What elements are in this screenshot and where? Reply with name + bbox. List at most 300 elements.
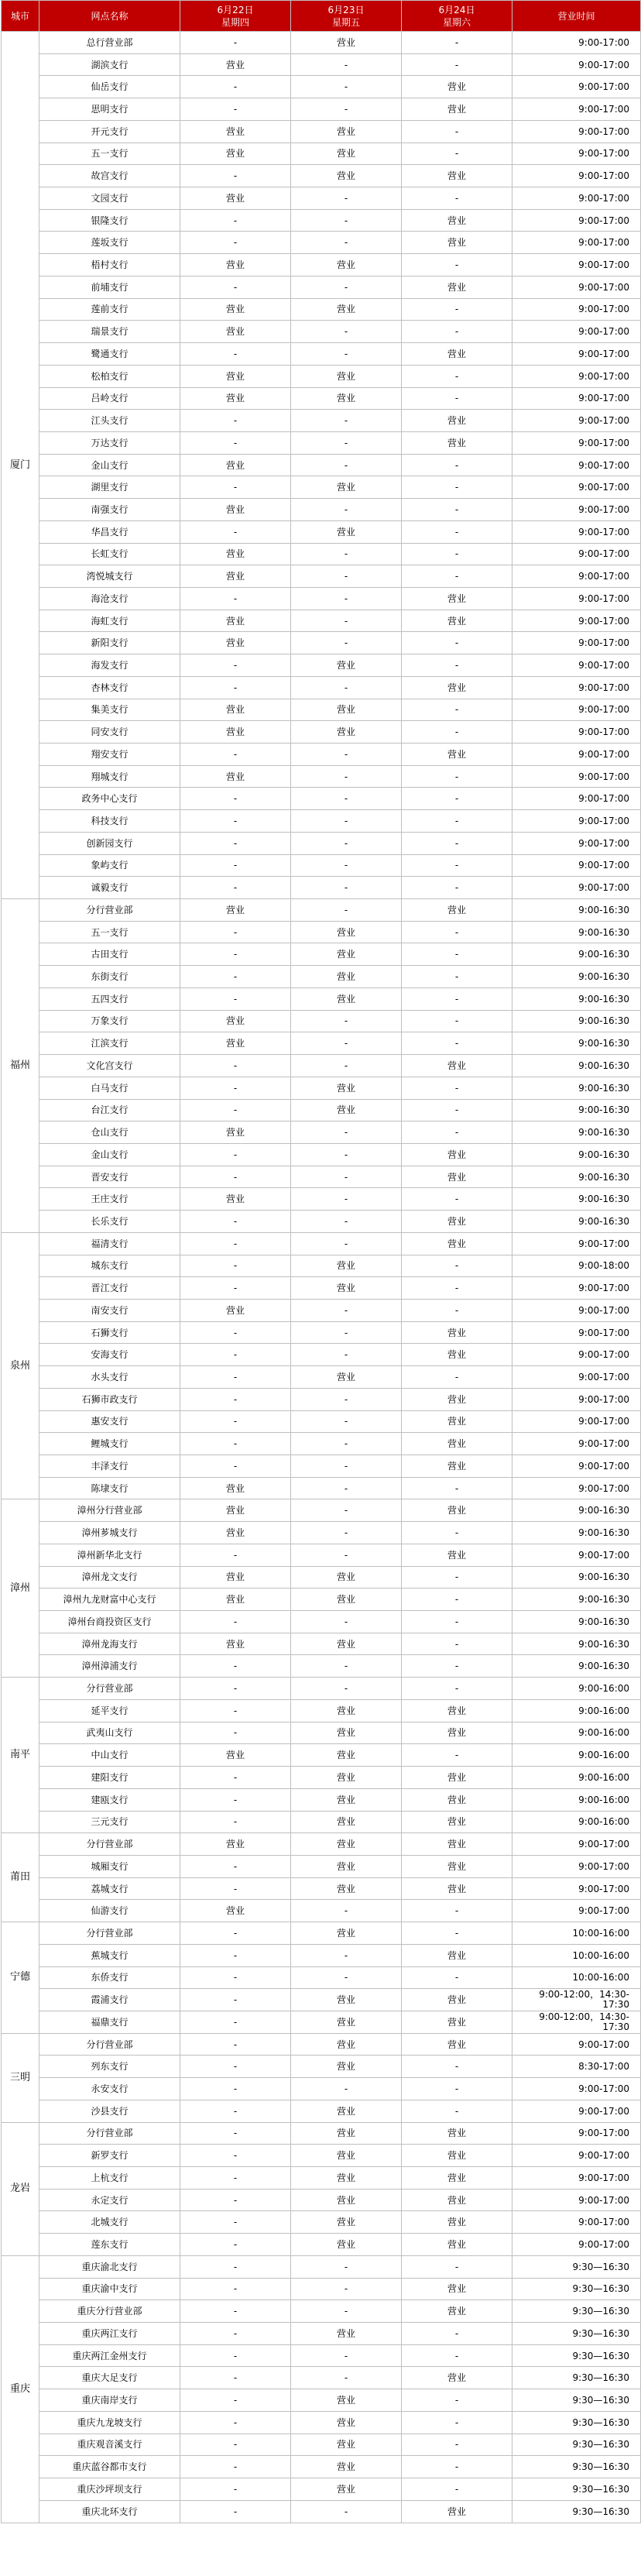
table-row: [2, 232, 641, 254]
branch-name-cell: 文园支行: [39, 187, 180, 210]
day2-status-cell: -: [291, 1188, 402, 1211]
table-row: [2, 1566, 641, 1589]
day2-status-cell: 营业: [291, 1855, 402, 1877]
branch-name-cell: 杏林支行: [39, 676, 180, 699]
day1-status-cell: -: [180, 744, 291, 766]
day3-status-cell: -: [402, 1366, 512, 1389]
day2-status-cell: -: [291, 832, 402, 854]
day1-status-cell: -: [180, 1944, 291, 1966]
day1-status-cell: 营业: [180, 1522, 291, 1544]
day2-status-cell: -: [291, 1433, 402, 1455]
table-row: [2, 32, 641, 54]
day2-status-cell: -: [291, 499, 402, 521]
branch-name-cell: 仙岳支行: [39, 76, 180, 98]
day3-status-cell: -: [402, 321, 512, 343]
hours-cell: 9:00-16:30: [512, 1032, 641, 1055]
hours-cell: 9:00-17:00: [512, 32, 641, 54]
branch-name-cell: 重庆南岸支行: [39, 2389, 180, 2412]
table-row: [2, 2189, 641, 2211]
day3-status-cell: -: [402, 1077, 512, 1099]
hours-cell: 9:00-17:00: [512, 1544, 641, 1566]
hours-cell: 9:00-16:30: [512, 943, 641, 966]
day1-status-cell: -: [180, 810, 291, 833]
table-row: [2, 1121, 641, 1144]
day3-status-cell: -: [402, 632, 512, 654]
table-row: [2, 2323, 641, 2345]
table-row: [2, 1633, 641, 1655]
day1-status-cell: -: [180, 2122, 291, 2145]
day2-status-cell: -: [291, 565, 402, 588]
table-row: [2, 2456, 641, 2478]
hours-cell: 9:00-17:00: [512, 788, 641, 810]
day1-status-cell: 营业: [180, 387, 291, 410]
hours-cell: 9:00-16:30: [512, 1655, 641, 1678]
day1-status-cell: 营业: [180, 454, 291, 476]
day3-status-cell: -: [402, 365, 512, 387]
day2-status-cell: 营业: [291, 1788, 402, 1811]
day3-status-cell: 营业: [402, 676, 512, 699]
branch-name-cell: 列东支行: [39, 2056, 180, 2078]
branch-name-cell: 梧村支行: [39, 254, 180, 276]
table-row: [2, 2389, 641, 2412]
day3-status-cell: 营业: [402, 1722, 512, 1744]
day3-status-cell: 营业: [402, 2234, 512, 2256]
hours-cell: 9:00-17:00: [512, 276, 641, 298]
day2-status-cell: 营业: [291, 2122, 402, 2145]
hours-cell: 9:00-17:00: [512, 187, 641, 210]
day1-status-cell: 营业: [180, 721, 291, 744]
day1-status-cell: -: [180, 1255, 291, 1277]
branch-name-cell: 新阳支行: [39, 632, 180, 654]
header-day1: [180, 1, 291, 32]
table-row: [2, 365, 641, 387]
branch-name-cell: 古田支行: [39, 943, 180, 966]
table-row: [2, 987, 641, 1010]
hours-cell: 9:00-18:00: [512, 1255, 641, 1277]
hours-cell: 9:00-17:00: [512, 2145, 641, 2167]
day3-status-cell: -: [402, 543, 512, 565]
hours-cell: 9:30—16:30: [512, 2456, 641, 2478]
day3-status-cell: -: [402, 1678, 512, 1700]
day3-status-cell: -: [402, 1032, 512, 1055]
day3-status-cell: 营业: [402, 1877, 512, 1900]
hours-cell: 9:00-17:00: [512, 98, 641, 121]
day3-status-cell: -: [402, 2389, 512, 2412]
day3-status-cell: -: [402, 2323, 512, 2345]
day2-status-cell: 营业: [291, 2145, 402, 2167]
branch-name-cell: 上杭支行: [39, 2167, 180, 2190]
day1-status-cell: 营业: [180, 765, 291, 788]
hours-cell: 9:00-16:30: [512, 1499, 641, 1522]
day3-status-cell: -: [402, 2078, 512, 2100]
day3-status-cell: -: [402, 788, 512, 810]
day1-status-cell: -: [180, 431, 291, 454]
hours-cell: 9:00-17:00: [512, 1900, 641, 1922]
day3-status-cell: -: [402, 1589, 512, 1611]
hours-cell: 9:00-17:00: [512, 699, 641, 721]
day2-status-cell: 营业: [291, 1099, 402, 1121]
hours-cell: 9:00-17:00: [512, 543, 641, 565]
branch-name-cell: 福清支行: [39, 1232, 180, 1255]
branch-name-cell: 建瓯支行: [39, 1788, 180, 1811]
table-row: [2, 1255, 641, 1277]
table-body: [2, 32, 641, 2523]
day3-status-cell: 营业: [402, 1788, 512, 1811]
branch-name-cell: 重庆渝北支行: [39, 2255, 180, 2278]
branch-name-cell: 漳州台商投资区支行: [39, 1611, 180, 1633]
day3-status-cell: -: [402, 1299, 512, 1321]
table-row: [2, 1678, 641, 1700]
branch-name-cell: 延平支行: [39, 1699, 180, 1722]
day1-status-cell: -: [180, 2211, 291, 2234]
day1-status-cell: -: [180, 2389, 291, 2412]
branch-name-cell: 五一支行: [39, 921, 180, 943]
day3-status-cell: -: [402, 53, 512, 76]
table-row: [2, 2056, 641, 2078]
day1-status-cell: 营业: [180, 1499, 291, 1522]
day2-status-cell: -: [291, 543, 402, 565]
branch-name-cell: 王庄支行: [39, 1188, 180, 1211]
table-row: [2, 343, 641, 366]
table-row: [2, 476, 641, 499]
day3-status-cell: 营业: [402, 1055, 512, 1077]
day3-status-cell: -: [402, 832, 512, 854]
branch-name-cell: 湖滨支行: [39, 53, 180, 76]
branch-name-cell: 石狮市政支行: [39, 1388, 180, 1410]
header-branch: 网点名称: [39, 1, 180, 32]
branch-name-cell: 晋江支行: [39, 1277, 180, 1300]
day1-status-cell: -: [180, 1433, 291, 1455]
day3-status-cell: -: [402, 1121, 512, 1144]
branch-name-cell: 漳州九龙财富中心支行: [39, 1589, 180, 1611]
branch-name-cell: 万象支行: [39, 1010, 180, 1032]
branch-name-cell: 吕岭支行: [39, 387, 180, 410]
branch-name-cell: 漳州龙文支行: [39, 1566, 180, 1589]
day2-status-cell: 营业: [291, 2189, 402, 2211]
day3-status-cell: -: [402, 2056, 512, 2078]
day3-status-cell: -: [402, 943, 512, 966]
branch-name-cell: 白马支行: [39, 1077, 180, 1099]
header-day3-week: 星期六: [442, 16, 471, 28]
city-cell: 莆田: [2, 1833, 39, 1922]
branch-name-cell: 重庆两江支行: [39, 2323, 180, 2345]
city-cell: 厦门: [2, 32, 39, 899]
day3-status-cell: 营业: [402, 276, 512, 298]
day3-status-cell: 营业: [402, 610, 512, 632]
hours-cell: 9:00-17:00: [512, 343, 641, 366]
day1-status-cell: -: [180, 1922, 291, 1945]
day2-status-cell: -: [291, 53, 402, 76]
day2-status-cell: 营业: [291, 2478, 402, 2501]
table-row: [2, 2011, 641, 2033]
day3-status-cell: 营业: [402, 98, 512, 121]
day2-status-cell: 营业: [291, 2100, 402, 2122]
day3-status-cell: 营业: [402, 232, 512, 254]
city-cell: 南平: [2, 1678, 39, 1833]
day1-status-cell: 营业: [180, 1299, 291, 1321]
day1-status-cell: -: [180, 1277, 291, 1300]
day1-status-cell: 营业: [180, 543, 291, 565]
day3-status-cell: 营业: [402, 1499, 512, 1522]
day3-status-cell: 营业: [402, 209, 512, 232]
hours-cell: 9:00-17:00: [512, 1877, 641, 1900]
hours-cell: 9:00-17:00: [512, 454, 641, 476]
day2-status-cell: 营业: [291, 1811, 402, 1833]
day1-status-cell: 营业: [180, 1121, 291, 1144]
day3-status-cell: -: [402, 1744, 512, 1767]
day3-status-cell: 营业: [402, 343, 512, 366]
table-row: [2, 2211, 641, 2234]
table-row: [2, 654, 641, 677]
branch-name-cell: 重庆观音溪支行: [39, 2433, 180, 2456]
day2-status-cell: -: [291, 2300, 402, 2323]
hours-cell: 9:30—16:30: [512, 2478, 641, 2501]
city-cell: 福州: [2, 899, 39, 1233]
table-row: [2, 1611, 641, 1633]
table-row: [2, 520, 641, 543]
day2-status-cell: -: [291, 1966, 402, 1989]
branch-name-cell: 惠安支行: [39, 1410, 180, 1433]
table-row: [2, 2145, 641, 2167]
branch-name-cell: 翔城支行: [39, 765, 180, 788]
branch-name-cell: 长虹支行: [39, 543, 180, 565]
hours-cell: 9:00-17:00: [512, 209, 641, 232]
day3-status-cell: -: [402, 2478, 512, 2501]
table-row: [2, 744, 641, 766]
branch-name-cell: 北城支行: [39, 2211, 180, 2234]
day1-status-cell: -: [180, 1077, 291, 1099]
hours-cell: 9:00-16:30: [512, 921, 641, 943]
day1-status-cell: -: [180, 1788, 291, 1811]
hours-cell: 9:00-17:00: [512, 721, 641, 744]
hours-cell: 9:00-17:00: [512, 1855, 641, 1877]
day3-status-cell: -: [402, 1922, 512, 1945]
branch-name-cell: 翔安支行: [39, 744, 180, 766]
hours-cell: 9:00-16:00: [512, 1767, 641, 1789]
day3-status-cell: 营业: [402, 1544, 512, 1566]
hours-cell: 9:00-17:00: [512, 476, 641, 499]
hours-cell: 9:00-17:00: [512, 832, 641, 854]
hours-cell: 9:00-17:00: [512, 676, 641, 699]
hours-cell: 9:00-17:00: [512, 520, 641, 543]
hours-cell: 9:00-17:00: [512, 76, 641, 98]
hours-cell: 9:00-16:00: [512, 1788, 641, 1811]
day2-status-cell: -: [291, 810, 402, 833]
day2-status-cell: 营业: [291, 721, 402, 744]
day2-status-cell: 营业: [291, 1744, 402, 1767]
branch-name-cell: 华昌支行: [39, 520, 180, 543]
header-hours: 营业时间: [512, 1, 641, 32]
table-row: [2, 1455, 641, 1478]
day2-status-cell: -: [291, 1499, 402, 1522]
hours-cell: 9:00-17:00: [512, 53, 641, 76]
day1-status-cell: -: [180, 921, 291, 943]
day1-status-cell: 营业: [180, 1900, 291, 1922]
table-row: [2, 1722, 641, 1744]
city-cell: 宁德: [2, 1922, 39, 2034]
day2-status-cell: -: [291, 321, 402, 343]
hours-cell: 9:00-16:30: [512, 1166, 641, 1188]
day3-status-cell: 营业: [402, 1767, 512, 1789]
day2-status-cell: -: [291, 587, 402, 610]
day1-status-cell: -: [180, 2255, 291, 2278]
day1-status-cell: 营业: [180, 1633, 291, 1655]
branch-hours-table: [1, 0, 641, 2523]
table-row: [2, 165, 641, 187]
day1-status-cell: -: [180, 520, 291, 543]
day1-status-cell: -: [180, 1321, 291, 1344]
day2-status-cell: -: [291, 1655, 402, 1678]
day3-status-cell: -: [402, 1566, 512, 1589]
day3-status-cell: -: [402, 1522, 512, 1544]
day3-status-cell: -: [402, 2100, 512, 2122]
table-row: [2, 565, 641, 588]
day1-status-cell: -: [180, 832, 291, 854]
day1-status-cell: -: [180, 2078, 291, 2100]
table-row: [2, 966, 641, 988]
day3-status-cell: 营业: [402, 1321, 512, 1344]
hours-cell: 9:00-16:30: [512, 899, 641, 922]
branch-name-cell: 水头支行: [39, 1366, 180, 1389]
hours-cell: 9:00-17:00: [512, 1477, 641, 1499]
branch-name-cell: 蕉城支行: [39, 1944, 180, 1966]
branch-name-cell: 漳州新华北支行: [39, 1544, 180, 1566]
day2-status-cell: 营业: [291, 1077, 402, 1099]
branch-name-cell: 五一支行: [39, 143, 180, 165]
day1-status-cell: -: [180, 343, 291, 366]
branch-name-cell: 鲤城支行: [39, 1433, 180, 1455]
hours-cell: 9:00-17:00: [512, 2167, 641, 2190]
day3-status-cell: 营业: [402, 1811, 512, 1833]
day1-status-cell: 营业: [180, 1477, 291, 1499]
day1-status-cell: -: [180, 410, 291, 432]
hours-cell: 9:00-16:00: [512, 1722, 641, 1744]
hours-cell: 9:00-17:00: [512, 254, 641, 276]
hours-cell: 9:00-16:30: [512, 1099, 641, 1121]
day1-status-cell: -: [180, 587, 291, 610]
hours-cell: 9:00-17:00: [512, 2033, 641, 2056]
table-row: [2, 699, 641, 721]
day2-status-cell: -: [291, 1166, 402, 1188]
hours-cell: 9:00-17:00: [512, 587, 641, 610]
day3-status-cell: 营业: [402, 1833, 512, 1856]
hours-cell: 9:00-17:00: [512, 877, 641, 899]
header-day3: [402, 1, 512, 32]
table-row: [2, 899, 641, 922]
day3-status-cell: 营业: [402, 410, 512, 432]
day2-status-cell: 营业: [291, 2433, 402, 2456]
table-row: [2, 209, 641, 232]
table-row: [2, 832, 641, 854]
day3-status-cell: 营业: [402, 2367, 512, 2389]
day3-status-cell: -: [402, 877, 512, 899]
day2-status-cell: 营业: [291, 1366, 402, 1389]
branch-name-cell: 陈埭支行: [39, 1477, 180, 1499]
table-row: [2, 1433, 641, 1455]
day3-status-cell: -: [402, 921, 512, 943]
hours-cell: 9:00-17:00: [512, 1388, 641, 1410]
day3-status-cell: -: [402, 520, 512, 543]
day2-status-cell: -: [291, 1321, 402, 1344]
day1-status-cell: -: [180, 2478, 291, 2501]
day2-status-cell: 营业: [291, 2411, 402, 2433]
table-row: [2, 1544, 641, 1566]
branch-name-cell: 重庆蓝谷都市支行: [39, 2456, 180, 2478]
table-row: [2, 1299, 641, 1321]
table-row: [2, 1833, 641, 1856]
day1-status-cell: -: [180, 2189, 291, 2211]
day2-status-cell: -: [291, 343, 402, 366]
day1-status-cell: -: [180, 987, 291, 1010]
day3-status-cell: -: [402, 2255, 512, 2278]
table-row: [2, 1922, 641, 1945]
day3-status-cell: 营业: [402, 76, 512, 98]
branch-name-cell: 长乐支行: [39, 1211, 180, 1233]
day2-status-cell: -: [291, 209, 402, 232]
day3-status-cell: -: [402, 1099, 512, 1121]
day3-status-cell: 营业: [402, 2011, 512, 2033]
branch-name-cell: 总行营业部: [39, 32, 180, 54]
branch-name-cell: 金山支行: [39, 454, 180, 476]
day1-status-cell: -: [180, 2011, 291, 2033]
hours-cell: 9:00-17:00: [512, 365, 641, 387]
branch-name-cell: 湾悦城支行: [39, 565, 180, 588]
day2-status-cell: 营业: [291, 921, 402, 943]
day3-status-cell: 营业: [402, 2033, 512, 2056]
branch-name-cell: 创新园支行: [39, 832, 180, 854]
day1-status-cell: -: [180, 1877, 291, 1900]
table-row: [2, 632, 641, 654]
branch-name-cell: 永安支行: [39, 2078, 180, 2100]
header-row: [2, 1, 641, 32]
branch-name-cell: 海发支行: [39, 654, 180, 677]
branch-name-cell: 城东支行: [39, 1255, 180, 1277]
day1-status-cell: -: [180, 2278, 291, 2300]
day1-status-cell: -: [180, 76, 291, 98]
hours-cell: 9:00-16:30: [512, 1077, 641, 1099]
table-row: [2, 1499, 641, 1522]
day2-status-cell: 营业: [291, 2323, 402, 2345]
day2-status-cell: -: [291, 98, 402, 121]
day3-status-cell: 营业: [402, 2167, 512, 2190]
day1-status-cell: -: [180, 1611, 291, 1633]
table-row: [2, 187, 641, 210]
branch-name-cell: 安海支行: [39, 1344, 180, 1366]
day2-status-cell: -: [291, 431, 402, 454]
branch-name-cell: 重庆两江金州支行: [39, 2344, 180, 2367]
hours-cell: 9:00-16:30: [512, 1566, 641, 1589]
table-row: [2, 721, 641, 744]
branch-name-cell: 分行营业部: [39, 1833, 180, 1856]
day1-status-cell: 营业: [180, 699, 291, 721]
day1-status-cell: -: [180, 1232, 291, 1255]
hours-cell: 9:00-17:00: [512, 2122, 641, 2145]
day1-status-cell: 营业: [180, 53, 291, 76]
branch-name-cell: 仓山支行: [39, 1121, 180, 1144]
hours-cell: 9:00-17:00: [512, 1366, 641, 1389]
hours-cell: 9:00-17:00: [512, 765, 641, 788]
day2-status-cell: -: [291, 2278, 402, 2300]
day1-status-cell: -: [180, 1366, 291, 1389]
table-row: [2, 321, 641, 343]
day3-status-cell: -: [402, 32, 512, 54]
branch-name-cell: 分行营业部: [39, 1678, 180, 1700]
day1-status-cell: -: [180, 1855, 291, 1877]
city-cell: 三明: [2, 2033, 39, 2122]
table-row: [2, 1166, 641, 1188]
day1-status-cell: -: [180, 1211, 291, 1233]
day2-status-cell: 营业: [291, 1877, 402, 1900]
